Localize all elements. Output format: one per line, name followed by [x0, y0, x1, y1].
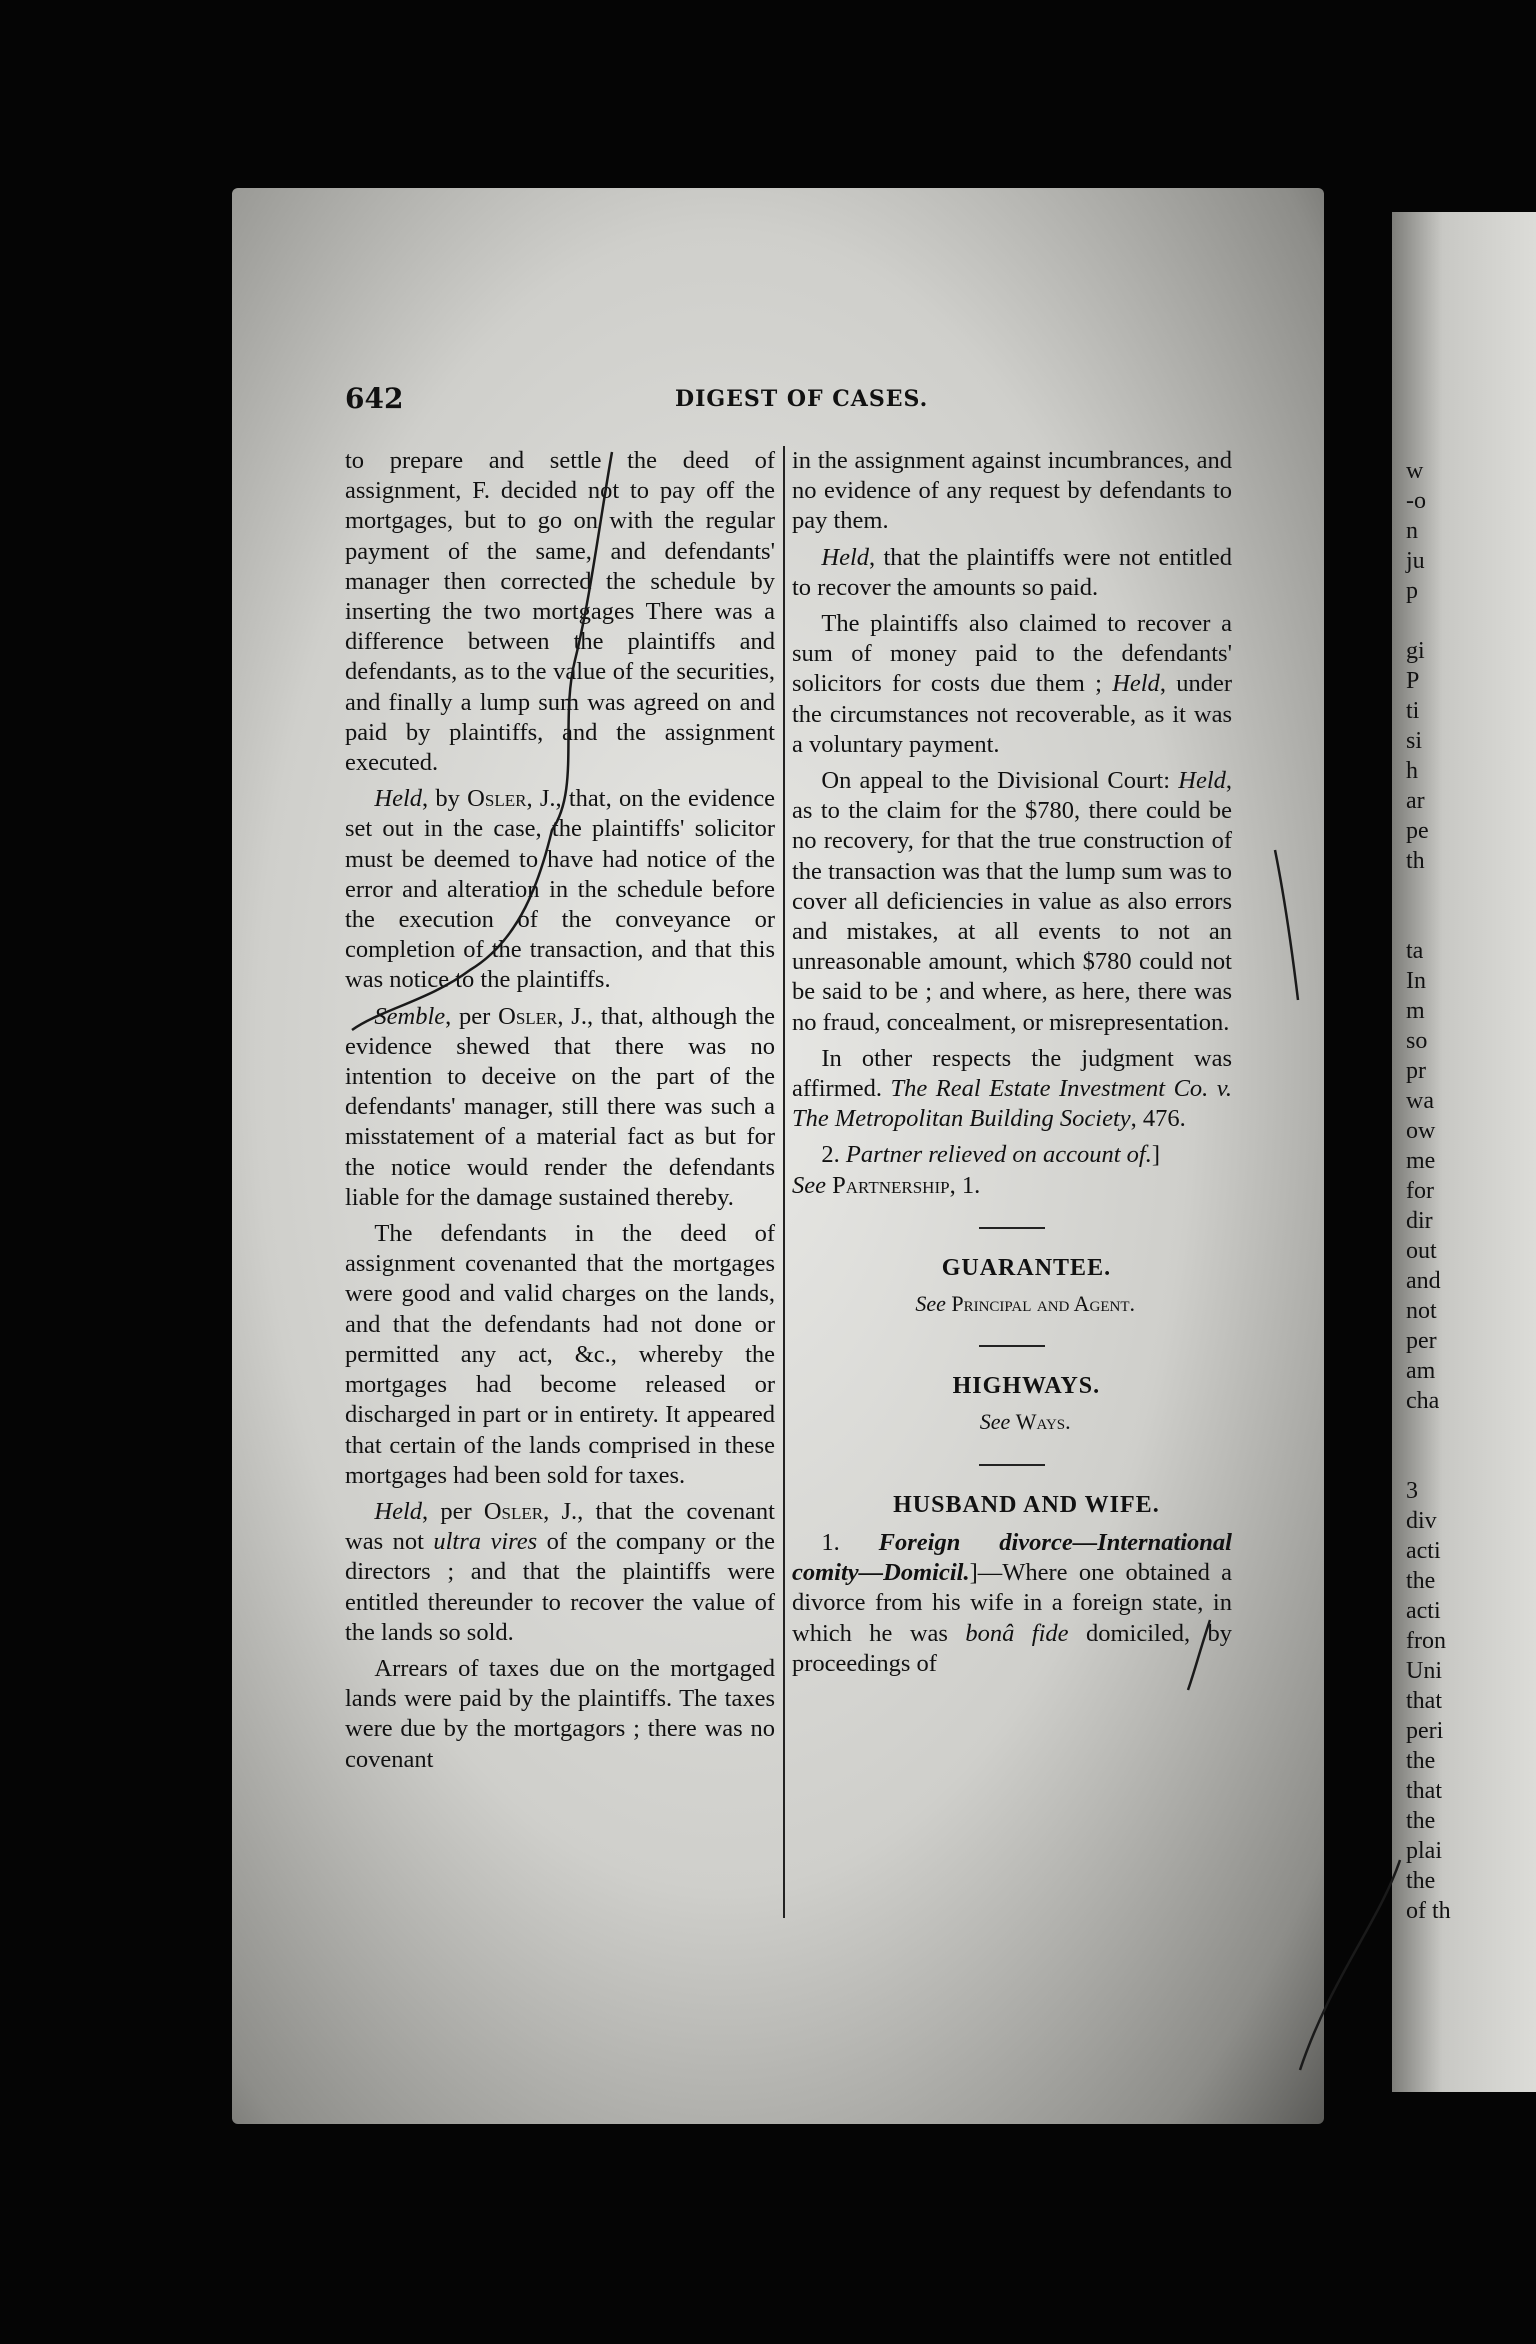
- see-also: [792, 1407, 1232, 1437]
- fragment-line: the: [1406, 1748, 1436, 1774]
- text: The plaintiffs also claimed to recover a sum of money paid to the defendants' solicitors for costs due them ;: [792, 610, 1232, 698]
- fragment-line: th: [1406, 848, 1425, 874]
- text: , under the circumstances not recoverable, as it was a voluntary payment.: [792, 670, 1232, 758]
- text: , per: [445, 1002, 499, 1030]
- section-heading: HIGHWAYS.: [952, 1373, 1101, 1400]
- fragment-line: the: [1406, 1568, 1436, 1594]
- held-label: Held: [1178, 767, 1226, 795]
- paragraph: Arrears of taxes due on the mortgaged lands were paid by the plaintiffs. The taxes were due by the mortgagors ; there was no covenant: [345, 1654, 775, 1773]
- fragment-line: cha: [1406, 1388, 1440, 1414]
- cross-reference: [792, 1140, 1232, 1200]
- judge-name: Osler: [498, 1002, 558, 1030]
- judge-name: Osler: [467, 785, 527, 813]
- section-heading: HUSBAND AND WIFE.: [893, 1491, 1160, 1518]
- text: In other respects the judgment was affirmed.: [792, 1044, 1232, 1103]
- paragraph: [792, 766, 1232, 1038]
- paragraph: in the assignment against incumbrances, and no evidence of any request by defendants to pay them.: [792, 447, 1232, 535]
- fragment-line: [1406, 876, 1536, 906]
- see-also: [792, 1289, 1232, 1319]
- text: , as to the claim for the $780, there could be no recovery, for that the true construction of the transaction was that the lump sum was to cover all deficiencies in value as also errors and mistakes, at all events to not an unreasonable amount, which $780 could not be said to be ; and where, as here, there was no fraud, concealment, or misrepresentation.: [792, 767, 1232, 1036]
- text: , per: [422, 1497, 484, 1525]
- see-target: Principal and Agent.: [951, 1291, 1136, 1317]
- adjacent-page-text: [1392, 212, 1536, 1926]
- left-column: [345, 446, 775, 1781]
- paragraph: [792, 609, 1232, 760]
- held-label: Held: [374, 1497, 423, 1525]
- citation: , 476.: [1130, 1105, 1186, 1133]
- fragment-line: ti: [1406, 698, 1420, 724]
- paragraph: [345, 1002, 775, 1213]
- text: On appeal to the Divisional Court:: [821, 767, 1179, 795]
- fragment-line: si: [1406, 728, 1423, 754]
- fragment-line: ow: [1406, 1118, 1436, 1144]
- held-label: Held: [821, 543, 870, 571]
- running-title: DIGEST OF CASES.: [675, 386, 929, 412]
- column-divider: [783, 446, 785, 1918]
- fragment-line: -o: [1406, 488, 1426, 514]
- paragraph: [345, 784, 775, 995]
- held-label: Held: [374, 785, 423, 813]
- held-label: Held: [1112, 670, 1160, 698]
- fragment-line: plai: [1406, 1838, 1442, 1864]
- see-label: See: [979, 1409, 1011, 1435]
- fragment-line: w: [1406, 458, 1424, 484]
- fragment-line: ju: [1406, 548, 1425, 574]
- paragraph: [792, 1044, 1232, 1135]
- fragment-line: of th: [1406, 1898, 1451, 1924]
- fragment-line: dir: [1406, 1208, 1433, 1234]
- paragraph: The defendants in the deed of assignment covenanted that the mortgages were good and valid charges on the lands, and that the defendants had not done or permitted any act, &c., whereby the mortgages had become released or discharged in part or in entirety. It appeared that certain of the lands comprised in these mortgages had been sold for taxes.: [345, 1220, 775, 1489]
- fragment-line: In: [1406, 968, 1426, 994]
- fragment-line: pr: [1406, 1058, 1426, 1084]
- page-header: [345, 382, 1245, 422]
- right-column: [792, 446, 1232, 1685]
- bracket: ]: [1151, 1141, 1161, 1169]
- section-divider: [979, 1227, 1045, 1229]
- fragment-line: gi: [1406, 638, 1425, 664]
- fragment-line: 3: [1406, 1478, 1418, 1504]
- fragment-line: ar: [1406, 788, 1425, 814]
- fragment-line: am: [1406, 1358, 1436, 1384]
- paragraph: [345, 1497, 775, 1648]
- text: , J., that, although the evidence shewed that there was no intention to deceive on the part of the defendants' manager, still there was such a misstatement of a material fact as but for the notice would render the defendants liable for the damage sustained thereby.: [345, 1002, 775, 1211]
- adjacent-page: [1392, 212, 1536, 2092]
- fragment-line: p: [1406, 578, 1418, 604]
- fragment-line: me: [1406, 1148, 1436, 1174]
- see-label: See: [792, 1171, 826, 1199]
- fragment-line: wa: [1406, 1088, 1434, 1114]
- entry-number: 2.: [821, 1141, 846, 1169]
- fragment-line: the: [1406, 1808, 1436, 1834]
- section-heading: GUARANTEE.: [941, 1254, 1112, 1281]
- paragraph: [792, 1528, 1232, 1679]
- text: , J., that the covenant was not: [345, 1497, 775, 1556]
- fragment-line: peri: [1406, 1718, 1444, 1744]
- fragment-line: div: [1406, 1508, 1437, 1534]
- latin-term: bonâ fide: [965, 1619, 1069, 1647]
- fragment-line: P: [1406, 668, 1420, 694]
- fragment-line: [1406, 1416, 1536, 1446]
- text: domiciled, by proceedings of: [792, 1619, 1232, 1677]
- entry-title: Foreign divorce—International comity—Domicil.: [792, 1528, 1232, 1587]
- fragment-line: [1406, 906, 1536, 936]
- text: , J., that, on the evidence set out in the case, the plaintiffs' solicitor must be deemed to have had notice of the error and alteration in the schedule before the execution of the conveyance or completion of the transaction, and that this was notice to the plaintiffs.: [345, 785, 776, 994]
- fragment-line: for: [1406, 1178, 1434, 1204]
- text: of the company or the directors ; and that the plaintiffs were entitled thereunder to recover the value of the lands so sold.: [345, 1528, 775, 1646]
- fragment-line: [1406, 1446, 1536, 1476]
- section-divider: [979, 1345, 1045, 1347]
- fragment-line: and: [1406, 1268, 1441, 1294]
- page-number: 642: [345, 382, 404, 415]
- text: , that the plaintiffs were not entitled to recover the amounts so paid.: [792, 543, 1232, 601]
- fragment-line: Uni: [1406, 1658, 1442, 1684]
- fragment-line: m: [1406, 998, 1425, 1024]
- fragment-line: fron: [1406, 1628, 1446, 1654]
- see-target: Ways.: [1015, 1409, 1071, 1435]
- judge-name: Osler: [483, 1497, 544, 1525]
- fragment-line: [1406, 606, 1536, 636]
- fragment-line: ta: [1406, 938, 1424, 964]
- fragment-line: that: [1406, 1778, 1442, 1804]
- see-label: See: [915, 1291, 946, 1317]
- paragraph: to prepare and settle the deed of assignment, F. decided not to pay off the mortgages, but to go on with the regular payment of the same, and defendants' manager then corrected the schedule by inserting the two mortgages There was a difference between the plaintiffs and defendants, as to the value of the securities, and finally a lump sum was agreed on and paid by plaintiffs, and the assignment executed.: [345, 447, 775, 777]
- case-name: The Real Estate Investment Co. v. The Metropolitan Building Society: [792, 1075, 1232, 1133]
- fragment-line: n: [1406, 518, 1418, 544]
- fragment-line: not: [1406, 1298, 1437, 1324]
- semble-label: Semble: [374, 1002, 446, 1030]
- text: ]—Where one obtained a divorce from his wife in a foreign state, in which he was: [792, 1559, 1232, 1647]
- text: , by: [422, 785, 468, 813]
- fragment-line: the: [1406, 1868, 1436, 1894]
- fragment-line: pe: [1406, 818, 1429, 844]
- entry-number: 1.: [821, 1528, 879, 1556]
- cross-reference-target: Partnership, 1.: [826, 1171, 981, 1199]
- fragment-line: that: [1406, 1688, 1442, 1714]
- paragraph: [792, 543, 1232, 603]
- fragment-line: out: [1406, 1238, 1437, 1264]
- section-divider: [979, 1464, 1045, 1466]
- fragment-line: acti: [1406, 1598, 1441, 1624]
- fragment-line: so: [1406, 1028, 1428, 1054]
- cross-reference-title: Partner relieved on account of.: [845, 1141, 1152, 1169]
- fragment-line: h: [1406, 758, 1418, 784]
- latin-term: ultra vires: [433, 1528, 538, 1556]
- fragment-line: acti: [1406, 1538, 1441, 1564]
- fragment-line: per: [1406, 1328, 1437, 1354]
